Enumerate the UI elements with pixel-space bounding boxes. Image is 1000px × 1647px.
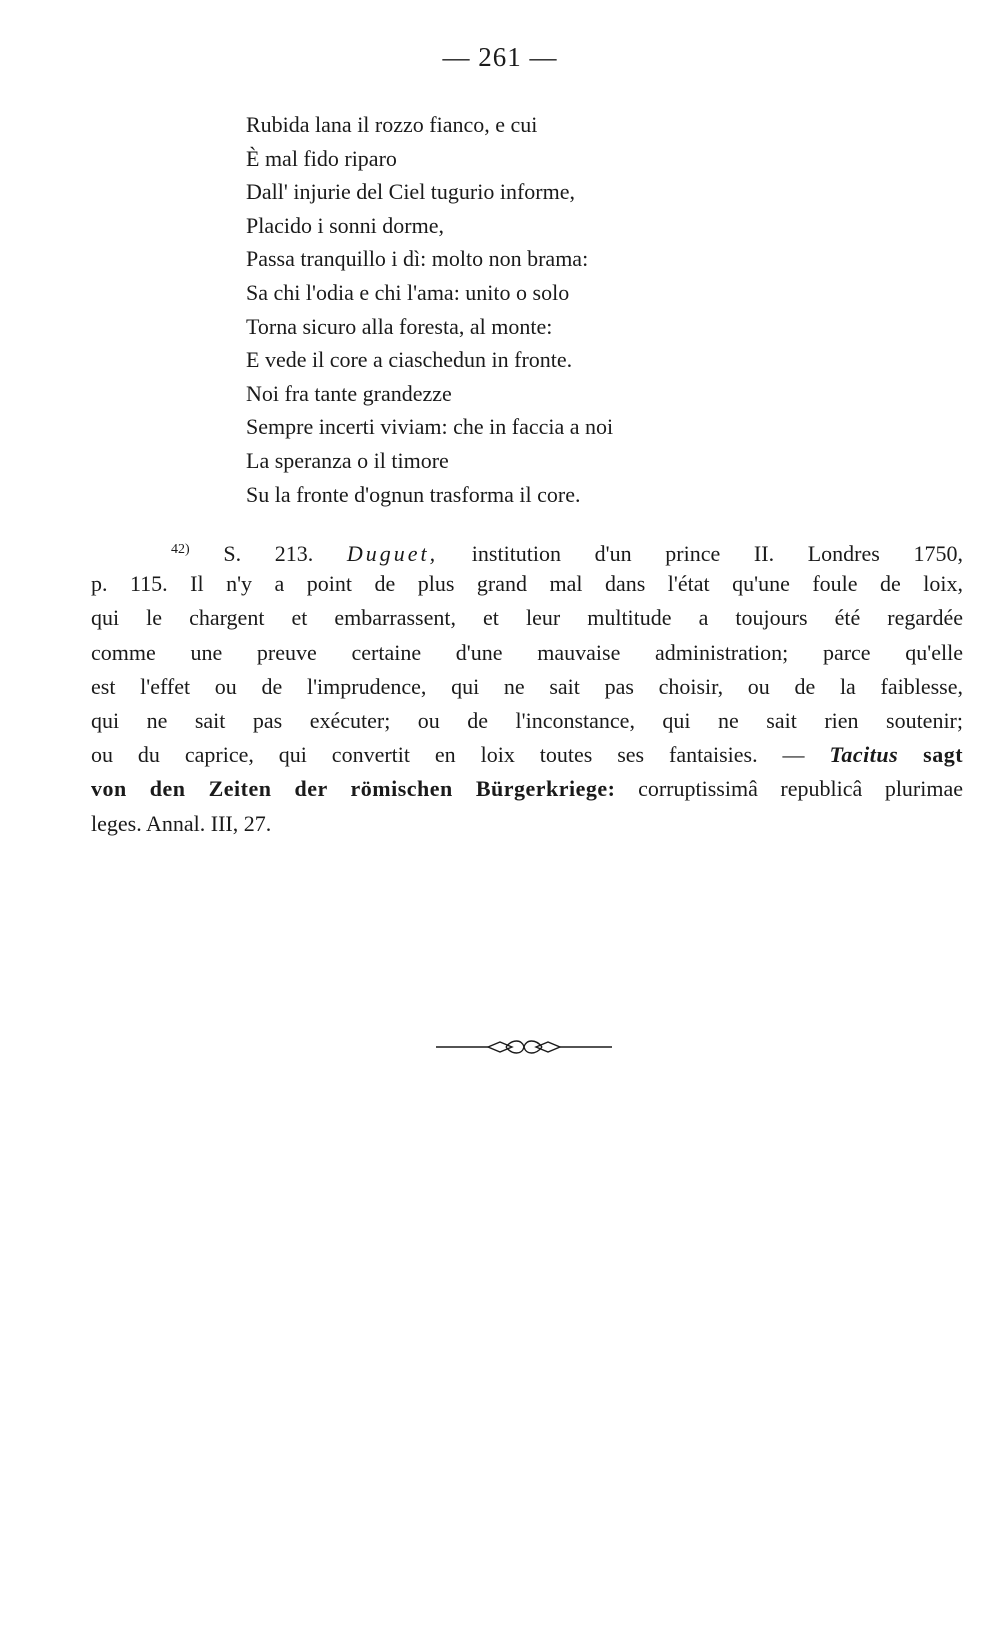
poem-line: Sa chi l'odia e chi l'ama: unito o solo: [246, 279, 570, 305]
footnote-tacitus: Tacitus: [829, 742, 899, 768]
poem-line: Sempre incerti viviam: che in faccia a noi: [246, 414, 614, 440]
poem-line: La speranza o il timore: [246, 447, 449, 473]
footnote-line: leges. Annal. III, 27.: [91, 810, 272, 836]
decorative-rule-ornament-icon: [436, 1036, 612, 1058]
poem-line: Rubida lana il rozzo fianco, e cui: [246, 112, 538, 137]
footnote-german-text: von den Zeiten der römischen Bürgerkriege:: [91, 776, 616, 802]
footnote-line: qui le chargent et embarrassent, et leur multitude a toujours été regardée: [91, 605, 963, 631]
footnote-line: comme une preuve certaine d'une mauvaise administration; parce qu'elle: [91, 639, 963, 665]
footnote-author: Duguet,: [346, 541, 439, 566]
footnote-reference: S. 213.: [223, 541, 314, 566]
poem-line: È mal fido riparo: [246, 145, 397, 171]
poem-line: Dall' injurie del Ciel tugurio informe,: [246, 179, 576, 205]
poem-line: Su la fronte d'ognun trasforma il core.: [246, 481, 581, 507]
poem-line: Noi fra tante grandezze: [246, 380, 452, 406]
footnote-line: [91, 772, 963, 806]
footnote-line: p. 115. Il n'y a point de plus grand mal dans l'état qu'une foule de loix,: [91, 571, 963, 597]
poem-line: Torna sicuro alla foresta, al monte:: [246, 313, 553, 339]
footnote-line: [91, 533, 963, 567]
footnote-line: [91, 738, 963, 772]
poem-line: E vede il core a ciaschedun in fronte.: [246, 347, 573, 373]
poem-line: Passa tranquillo i dì: molto non brama:: [246, 246, 589, 272]
footnote-line: qui ne sait pas exécuter; ou de l'inconstance, qui ne sait rien soutenir;: [91, 707, 963, 733]
footnote-text: sagt: [923, 742, 964, 768]
footnote-block: [91, 533, 963, 841]
footnote-text: ou du caprice, qui convertit en loix toutes ses fantaisies. —: [91, 742, 805, 768]
footnote-citation: institution d'un prince II. Londres 1750,: [471, 541, 963, 566]
footnote-line: est l'effet ou de l'imprudence, qui ne sait pas choisir, ou de la faiblesse,: [91, 673, 963, 699]
poem-line: Placido i sonni dorme,: [246, 212, 444, 238]
poem-block: [246, 108, 766, 511]
footnote-latin-quote: corruptissimâ republicâ plurimae: [638, 776, 964, 802]
footnote-marker: 42): [171, 542, 190, 557]
page-number: — 261 —: [442, 42, 558, 72]
